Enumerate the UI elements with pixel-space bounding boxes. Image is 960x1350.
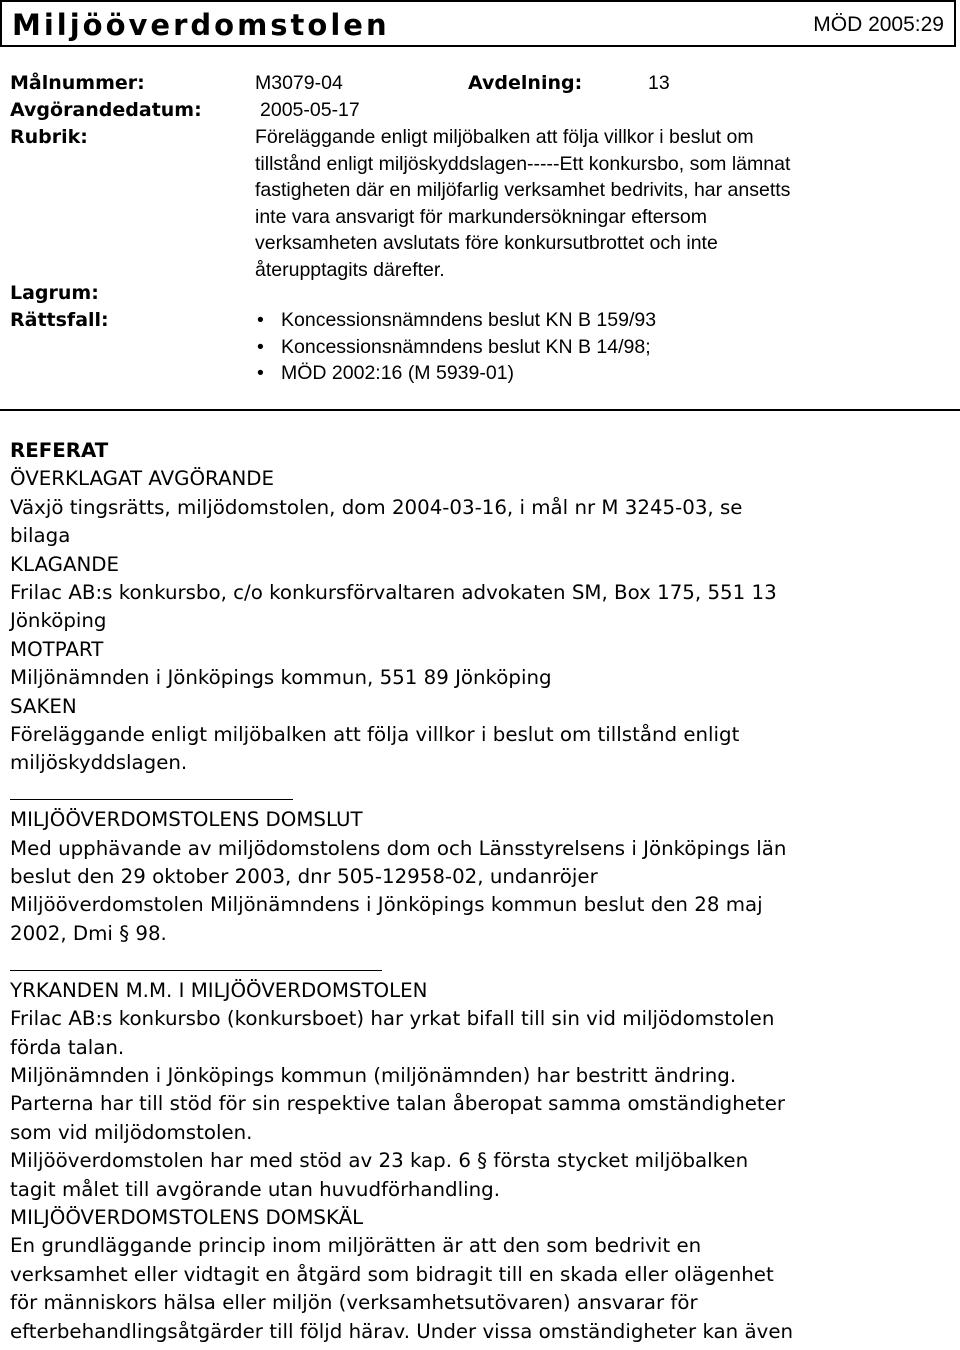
judgment-body (10, 437, 950, 1346)
ruling-heading: MILJÖÖVERDOMSTOLENS DOMSLUT (10, 808, 363, 832)
case-number-value: M3079-04 (255, 72, 343, 94)
appellant-line: Frilac AB:s konkursbo, c/o konkursförvaltaren advokaten SM, Box 175, 551 13 (10, 581, 777, 605)
matter-heading: SAKEN (10, 694, 77, 718)
appealed-line: bilaga (10, 524, 71, 548)
ruling-line: Miljööverdomstolen Miljönämndens i Jönköpings kommun beslut den 28 maj (10, 893, 763, 917)
list-item (255, 307, 656, 334)
appealed-line: Växjö tingsrätts, miljödomstolen, dom 2004-03-16, i mål nr M 3245-03, se (10, 495, 743, 519)
short-rule (10, 778, 950, 806)
case-citation: MÖD 2002:16 (M 5939-01) (281, 362, 515, 384)
heading-text (255, 124, 945, 283)
reasons-line: för människors hälsa eller miljön (verksamhetsutövaren) ansvarar för (10, 1291, 698, 1315)
heading-line: inte vara ansvarigt för markundersökningar eftersom (255, 205, 707, 228)
claims-line: som vid miljödomstolen. (10, 1120, 253, 1144)
division-value: 13 (648, 72, 670, 94)
claims-heading: YRKANDEN M.M. I MILJÖÖVERDOMSTOLEN (10, 978, 428, 1002)
heading-line: tillstånd enligt miljöskyddslagen-----Ett konkursbo, som lämnat (255, 152, 791, 175)
decision-date-label: Avgörandedatum: (10, 99, 202, 121)
claims-line: Miljööverdomstolen har med stöd av 23 kap. 6 § första stycket miljöbalken (10, 1149, 749, 1173)
list-item (255, 360, 656, 387)
appealed-heading: ÖVERKLAGAT AVGÖRANDE (10, 467, 275, 491)
bullet-icon: • (257, 335, 264, 358)
section-divider (0, 409, 960, 411)
reasons-line: verksamhet eller vidtagit en åtgärd som bidragit till en skada eller olägenhet (10, 1262, 774, 1286)
referat-heading: REFERAT (10, 439, 109, 462)
reasons-line: En grundläggande princip inom miljörätten är att den som bedrivit en (10, 1234, 702, 1258)
ruling-line: beslut den 29 oktober 2003, dnr 505-12958-02, undanröjer (10, 865, 598, 889)
matter-line: Föreläggande enligt miljöbalken att följa villkor i beslut om tillstånd enligt (10, 723, 740, 747)
claims-line: tagit målet till avgörande utan huvudförhandling. (10, 1177, 500, 1201)
counterparty-heading: MOTPART (10, 637, 104, 661)
heading-label: Rubrik: (10, 126, 88, 148)
counterparty-text: Miljönämnden i Jönköpings kommun, 551 89 Jönköping (10, 666, 552, 690)
decision-date-value: 2005-05-17 (260, 99, 360, 121)
ruling-line: Med upphävande av miljödomstolens dom och Länsstyrelsens i Jönköpings län (10, 836, 787, 860)
case-citation: Koncessionsnämndens beslut KN B 159/93 (281, 309, 657, 331)
cases-list (255, 307, 656, 387)
court-name-title: Miljööverdomstolen (12, 8, 390, 42)
appellant-heading: KLAGANDE (10, 552, 120, 576)
case-number-label: Målnummer: (10, 72, 145, 94)
cases-label: Rättsfall: (10, 309, 109, 331)
claims-line: Miljönämnden i Jönköpings kommun (miljönämnden) har bestritt ändring. (10, 1063, 737, 1087)
claims-line: förda talan. (10, 1035, 125, 1059)
division-label: Avdelning: (468, 72, 583, 94)
appellant-line: Jönköping (10, 609, 107, 633)
reasons-line: efterbehandlingsåtgärder till följd härav. Under vissa omständigheter kan även (10, 1319, 794, 1343)
case-reference: MÖD 2005:29 (813, 13, 944, 36)
statute-label: Lagrum: (10, 282, 99, 304)
reasons-heading: MILJÖÖVERDOMSTOLENS DOMSKÄL (10, 1205, 364, 1229)
list-item (255, 334, 656, 361)
ruling-line: 2002, Dmi § 98. (10, 921, 167, 945)
heading-line: verksamheten avslutats före konkursutbrottet och inte (255, 232, 718, 254)
case-citation: Koncessionsnämndens beslut KN B 14/98; (281, 335, 651, 358)
bullet-icon: • (257, 309, 264, 331)
heading-line: Föreläggande enligt miljöbalken att följa villkor i beslut om (255, 126, 754, 148)
document-header (0, 0, 956, 47)
heading-line: återupptagits därefter. (255, 258, 445, 281)
claims-line: Frilac AB:s konkursbo (konkursboet) har yrkat bifall till sin vid miljödomstolen (10, 1007, 775, 1031)
short-rule (10, 948, 950, 976)
heading-line: fastigheten där en miljöfarlig verksamhet bedrivits, har ansetts (255, 179, 791, 201)
bullet-icon: • (257, 362, 264, 384)
matter-line: miljöskyddslagen. (10, 751, 188, 775)
claims-line: Parterna har till stöd för sin respektive talan åberopat samma omständigheter (10, 1092, 785, 1116)
